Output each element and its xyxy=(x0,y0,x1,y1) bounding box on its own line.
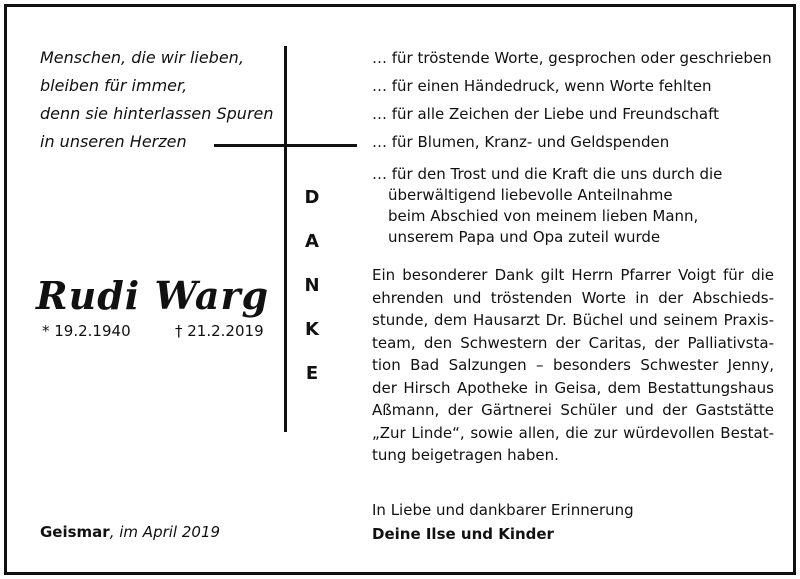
thanks-item: … für alle Zeichen der Liebe und Freundschaft xyxy=(372,105,719,123)
poem-line: in unseren Herzen xyxy=(40,132,187,151)
poem-line: Menschen, die wir lieben, xyxy=(40,48,244,67)
paragraph-line: tung beigetragen haben. xyxy=(372,446,559,464)
closing xyxy=(372,498,634,546)
place-date xyxy=(40,523,220,541)
trost-line: unserem Papa und Opa zuteil wurde xyxy=(388,228,661,246)
special-thanks-paragraph xyxy=(372,264,774,467)
thanks-item-trost xyxy=(372,164,722,248)
closing-line: In Liebe und dankbarer Erinnerung xyxy=(372,501,634,519)
trost-line: … für den Trost und die Kraft die uns durch die xyxy=(372,165,723,183)
paragraph-line: der Hirsch Apotheke in Geisa, dem Bestattungshaus xyxy=(372,378,774,397)
thanks-list xyxy=(372,44,772,156)
paragraph-line: stunde, dem Hausarzt Dr. Büchel und seinem Praxis- xyxy=(372,311,774,329)
thanks-item: … für einen Händedruck, wenn Worte fehlten xyxy=(372,77,712,95)
date-text: , im April 2019 xyxy=(109,523,221,541)
paragraph-line: team, den Schwestern der Caritas, der Palliativsta- xyxy=(372,333,774,352)
poem-line: bleiben für immer, xyxy=(40,76,188,95)
trost-line: beim Abschied von meinem lieben Mann, xyxy=(388,207,699,225)
poem-line: denn sie hinterlassen Spuren xyxy=(40,104,274,123)
paragraph-line: tion Bad Salzungen – besonders Schwester Jenny, xyxy=(372,356,774,374)
danke-letter: D xyxy=(304,187,320,208)
trost-line: überwältigend liebevolle Anteilnahme xyxy=(388,186,673,204)
paragraph-line: Ein besonderer Dank gilt Herrn Pfarrer Voigt für die xyxy=(372,266,774,284)
place-name: Geismar xyxy=(40,523,110,541)
birth-date: * 19.2.1940 xyxy=(42,322,131,340)
death-date: † 21.2.2019 xyxy=(175,322,264,340)
danke-letter: K xyxy=(305,319,319,340)
signature: Deine Ilse und Kinder xyxy=(372,525,554,543)
paragraph-line: Aßmann, der Gärtnerei Schüler und der Gaststätte xyxy=(372,401,774,419)
cross-vertical-bar xyxy=(284,46,287,432)
thanks-item: … für Blumen, Kranz- und Geldspenden xyxy=(372,133,670,151)
danke-letter: N xyxy=(304,275,320,296)
deceased-name: Rudi Warg xyxy=(36,273,270,318)
vertical-danke xyxy=(302,176,322,396)
danke-letter: A xyxy=(305,231,319,252)
paragraph-line: ehrenden und tröstenden Worte in der Abschieds- xyxy=(372,288,774,307)
cross-horizontal-bar xyxy=(214,144,357,147)
paragraph-line: „Zur Linde“, sowie allen, die zur würdevollen Bestat- xyxy=(372,423,774,442)
poem xyxy=(40,44,274,156)
thanks-item: … für tröstende Worte, gesprochen oder geschrieben xyxy=(372,49,772,67)
danke-letter: E xyxy=(305,363,319,384)
